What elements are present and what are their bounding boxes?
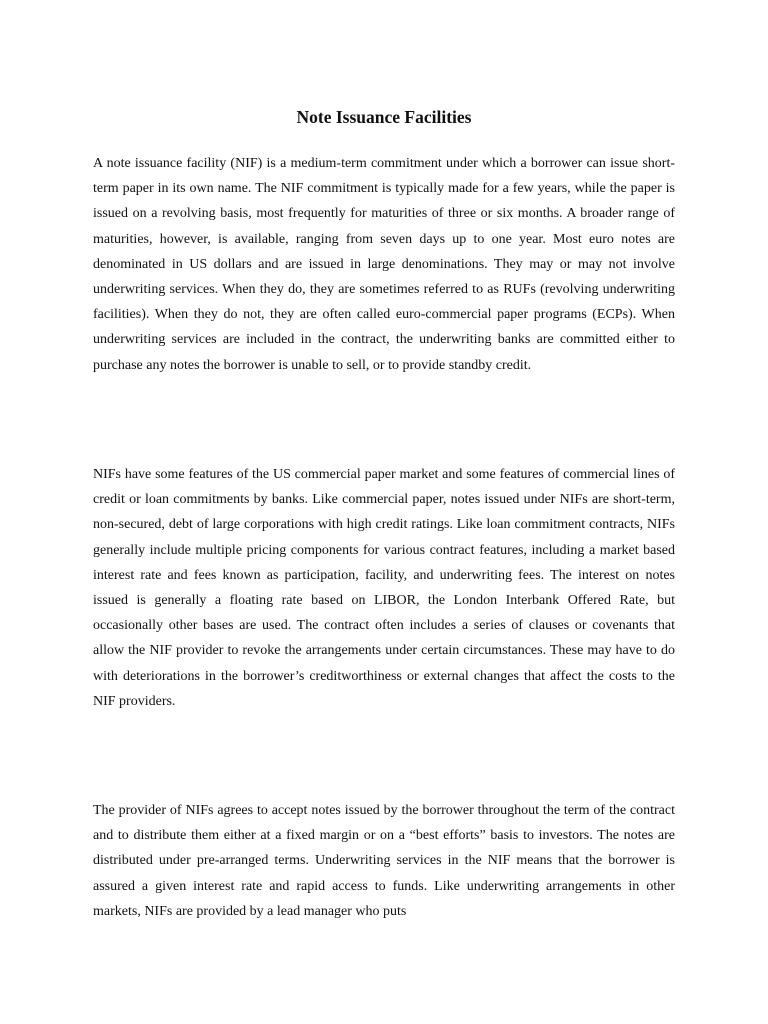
paragraph-nif-provider: The provider of NIFs agrees to accept notes issued by the borrower throughout the term of the contract and to distribute them either at a fixed margin or on a “best efforts” basis to investors. The notes are distributed under pre-arranged terms. Underwriting services in the NIF means that the borrower is assured a given interest rate and rapid access to funds. Like underwriting arrangements in other markets, NIFs are provided by a lead manager who puts bbox=[93, 803, 675, 919]
page-title: Note Issuance Facilities bbox=[296, 107, 472, 127]
paragraph-nif-definition: A note issuance facility (NIF) is a medium-term commitment under which a borrower can issue short-term paper in its own name. The NIF commitment is typically made for a few years, while the paper is issued on a revolving basis, most frequently for maturities of three or six months. A broader range of maturities, however, is available, ranging from seven days up to one year. Most euro notes are denominated in US dollars and are issued in large denominations. They may or may not involve underwriting services. When they do, they are sometimes referred to as RUFs (revolving underwriting facilities). When they do not, they are often called euro-commercial paper programs (ECPs). When underwriting services are included in the contract, the underwriting banks are committed either to purchase any notes the borrower is unable to sell, or to provide standby credit. bbox=[93, 156, 675, 373]
paragraph-nif-features: NIFs have some features of the US commercial paper market and some features of commercial lines of credit or loan commitments by banks. Like commercial paper, notes issued under NIFs are short-term, non-secured, debt of large corporations with high credit ratings. Like loan commitment contracts, NIFs generally include multiple pricing components for various contract features, including a market based interest rate and fees known as participation, facility, and underwriting fees. The interest on notes issued is generally a floating rate based on LIBOR, the London Interbank Offered Rate, but occasionally other bases are used. The contract often includes a series of clauses or covenants that allow the NIF provider to revoke the arrangements under certain circumstances. These may have to do with deteriorations in the borrower’s creditworthiness or external changes that affect the costs to the NIF providers. bbox=[93, 467, 675, 709]
